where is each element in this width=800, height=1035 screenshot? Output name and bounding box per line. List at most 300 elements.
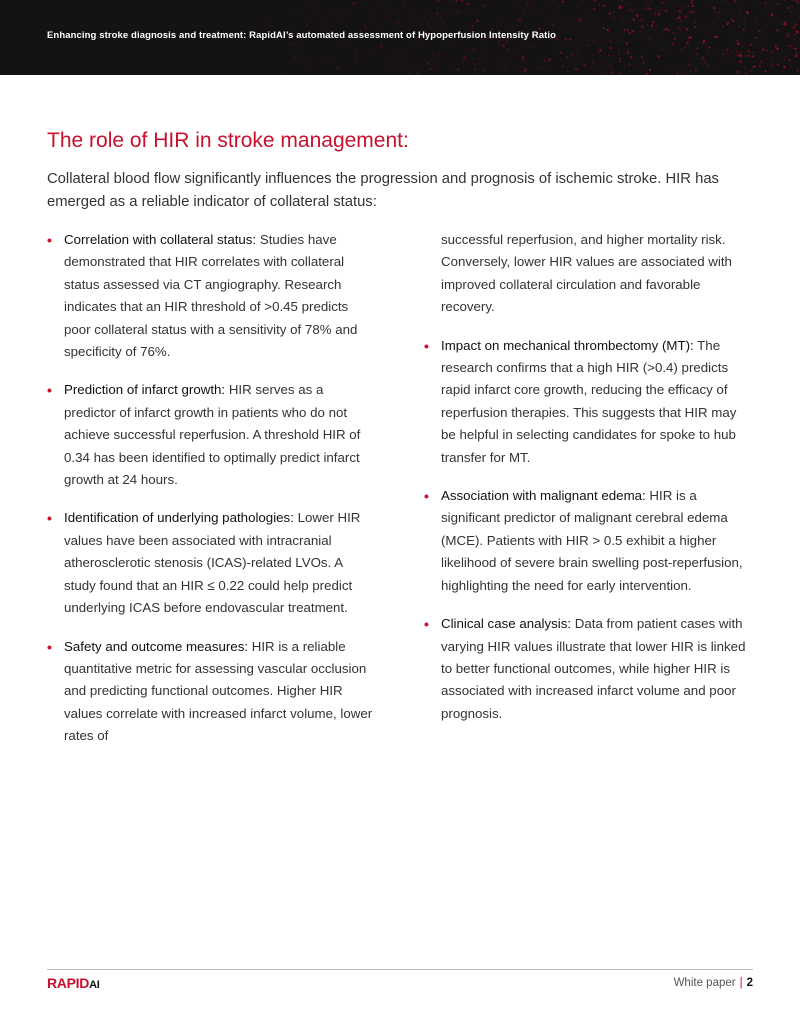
header-dot: [658, 13, 660, 15]
header-dot: [610, 64, 612, 66]
header-dot: [743, 17, 746, 20]
header-dot: [526, 43, 527, 44]
header-dot: [457, 68, 460, 71]
header-dot: [689, 71, 691, 73]
header-dot: [598, 51, 600, 53]
header-dot: [732, 20, 734, 22]
header-dot: [795, 55, 798, 58]
header-dot: [624, 21, 625, 22]
header-dot: [739, 54, 742, 57]
header-dot: [596, 26, 597, 27]
header-dot: [790, 66, 791, 67]
header-dot: [321, 25, 322, 26]
bullet-text: Studies have demonstrated that HIR correlates with collateral status assessed via CT angiography. Research indicates that an HIR threshold of >0.45 predicts poor collateral status with a sensitivity of 78% and specificity of 76%.: [64, 232, 358, 360]
header-dot: [730, 51, 731, 52]
header-dot: [669, 66, 670, 67]
header-dot: [599, 4, 600, 5]
header-dot: [618, 54, 620, 56]
header-dot: [707, 50, 708, 51]
header-dot: [396, 52, 398, 54]
header-dot: [649, 38, 651, 40]
header-dot: [748, 50, 750, 52]
header-dot: [601, 72, 604, 75]
bullet-title: Clinical case analysis:: [441, 616, 572, 632]
header-dot: [627, 50, 628, 51]
header-dot: [640, 70, 641, 71]
header-dot: [628, 9, 631, 12]
header-dot: [727, 54, 728, 55]
header-dot: [575, 68, 577, 70]
header-dot: [590, 67, 591, 68]
header-dot: [622, 18, 624, 20]
header-dot: [386, 16, 387, 17]
header-dot: [730, 19, 731, 20]
header-dot: [631, 56, 633, 58]
header-dot: [649, 69, 651, 71]
header-dot: [667, 0, 668, 1]
header-dot: [703, 40, 705, 42]
header-dot: [680, 20, 682, 22]
header-dot: [741, 45, 743, 47]
header-dot: [339, 15, 342, 18]
header-dot: [783, 66, 785, 68]
header-dot: [650, 1, 652, 3]
header-dot: [371, 18, 373, 20]
bullet-text: HIR is a reliable quantitative metric for assessing vascular occlusion and predicting functional outcomes. Higher HIR values correlate with increased infarct volume, lower rates of: [64, 638, 373, 744]
header-dot: [765, 70, 767, 72]
header-dot: [486, 52, 487, 53]
header-dot: [548, 68, 549, 69]
header-dot: [777, 3, 779, 5]
header-dot: [627, 29, 629, 31]
header-dot: [739, 61, 741, 63]
header-dot: [607, 29, 609, 31]
bullet-text: HIR serves as a predictor of infarct growth in patients who do not achieve successful reperfusion. A threshold HIR of 0.34 has been identified to optimally predict infarct growth at 24 hours.: [64, 382, 361, 488]
header-dot: [681, 48, 682, 49]
header-dot: [744, 67, 745, 68]
header-dot: [646, 73, 648, 75]
header-dot: [721, 9, 722, 10]
header-dot: [793, 47, 795, 49]
header-dot: [737, 43, 740, 46]
header-dot: [427, 62, 429, 64]
header-dot: [442, 12, 443, 13]
header-dot: [776, 48, 778, 50]
header-dot: [794, 24, 797, 27]
header-dot: [671, 28, 672, 29]
header-dot: [763, 45, 764, 46]
header-dot: [601, 43, 602, 44]
header-dot: [766, 1, 767, 2]
header-dot: [621, 7, 623, 9]
header-dot: [747, 45, 748, 46]
header-dot: [502, 59, 503, 60]
header-dot: [354, 50, 357, 53]
header-dot: [563, 26, 564, 27]
header-dot: [752, 55, 754, 57]
header-dot: [687, 37, 690, 40]
header-dot: [649, 45, 651, 47]
bullet-safety-outcome: [47, 636, 377, 748]
header-dot: [566, 56, 568, 58]
header-dot: [337, 67, 340, 70]
header-dot: [777, 63, 779, 65]
header-dot: [506, 70, 507, 71]
header-dot: [686, 28, 688, 30]
footer-page-info: [674, 977, 753, 989]
header-dot: [779, 0, 781, 1]
header-dot: [734, 0, 736, 2]
header-dot: [466, 2, 469, 5]
header-dot: [693, 11, 695, 13]
header-dot: [397, 59, 399, 61]
header-dot: [567, 18, 568, 19]
header-dot: [745, 58, 746, 59]
header-dot: [615, 32, 617, 34]
header-dot: [651, 25, 653, 27]
header-dot: [442, 21, 444, 23]
header-dot: [510, 56, 511, 57]
header-dot: [713, 22, 715, 24]
header-dot: [665, 28, 668, 31]
header-dot: [671, 69, 672, 70]
doc-type-label: White paper: [673, 977, 736, 989]
header-dot: [514, 7, 515, 8]
header-dot: [745, 73, 746, 74]
header-dot: [623, 30, 625, 32]
header-dot: [567, 28, 568, 29]
header-dot: [662, 33, 663, 34]
header-dot: [690, 11, 692, 13]
header-dot: [476, 20, 479, 23]
header-dot: [649, 8, 651, 10]
bullet-dot-icon: •: [47, 382, 52, 399]
header-dot: [567, 71, 569, 73]
header-dot: [465, 53, 466, 54]
header-dot: [759, 65, 761, 67]
header-dot: [603, 27, 605, 29]
header-dot: [416, 72, 418, 74]
bullet-dot-icon: •: [47, 232, 52, 248]
header-dot: [396, 10, 397, 11]
header-dot: [784, 0, 786, 1]
header-dot: [594, 17, 596, 19]
header-dot: [535, 74, 536, 75]
header-dot: [576, 6, 578, 8]
header-dot: [765, 25, 766, 26]
header-dot: [762, 48, 764, 50]
header-dot: [630, 71, 631, 72]
header-dot: [690, 58, 692, 60]
bullet-text: Data from patient cases with varying HIR values illustrate that lower HIR is linked to better functional outcomes, while higher HIR is associated with increased infarct volume and poor prognosis.: [441, 616, 746, 721]
header-dot: [620, 39, 621, 40]
header-dot: [551, 23, 554, 26]
header-dot: [450, 2, 452, 4]
footer-divider: [47, 969, 753, 970]
header-dot: [310, 18, 311, 19]
header-dot: [388, 57, 390, 59]
bullet-clinical-case: [424, 613, 754, 725]
header-dot: [640, 19, 642, 21]
header-dot: [527, 2, 529, 4]
header-dot: [722, 53, 724, 55]
header-dot: [766, 50, 768, 52]
header-dot: [385, 12, 386, 13]
header-dot: [355, 58, 358, 61]
header-dot: [474, 69, 476, 71]
header-dot: [739, 9, 741, 11]
header-dot: [593, 9, 595, 11]
header-dot: [452, 64, 454, 66]
header-dot: [554, 14, 555, 15]
header-dot: [364, 26, 366, 28]
header-dot: [713, 53, 715, 55]
header-dot: [628, 32, 631, 35]
header-dot: [665, 52, 667, 54]
header-dot: [793, 0, 794, 1]
header-dot: [524, 70, 526, 72]
header-dot: [618, 7, 620, 9]
header-dot: [561, 0, 564, 3]
header-dot: [463, 59, 465, 61]
header-dot: [609, 40, 612, 43]
header-dot: [605, 37, 606, 38]
header-dot: [330, 25, 332, 27]
header-dot: [627, 51, 629, 53]
header-dot: [518, 53, 519, 54]
header-dot: [631, 58, 632, 59]
header-dot: [670, 49, 671, 50]
header-dot: [786, 35, 788, 37]
header-dot: [664, 9, 665, 10]
header-dot: [584, 64, 586, 66]
header-dot: [431, 58, 434, 61]
header-dot: [545, 3, 547, 5]
header-dot: [569, 38, 571, 40]
header-dot: [408, 15, 410, 17]
header-dot: [422, 24, 423, 25]
header-dot: [772, 64, 774, 66]
header-dot: [403, 4, 406, 7]
page-number: 2: [746, 977, 753, 989]
header-dot: [663, 30, 665, 32]
bullet-title: Correlation with collateral status:: [64, 232, 257, 247]
header-dot: [745, 55, 747, 57]
header-dot: [288, 42, 290, 44]
header-dot: [472, 49, 473, 50]
header-dot: [536, 15, 537, 16]
bullet-malignant-edema: [424, 485, 754, 597]
header-dot: [399, 25, 400, 26]
header-dot: [668, 29, 670, 31]
header-dot: [684, 46, 687, 49]
header-dot: [565, 38, 567, 40]
header-dot: [753, 2, 754, 3]
header-dot: [618, 72, 621, 75]
header-dot: [431, 68, 433, 70]
header-dot: [767, 42, 768, 43]
header-dot: [613, 11, 615, 13]
header-dot: [691, 2, 693, 4]
header-dot: [626, 3, 628, 5]
header-dot: [718, 12, 720, 14]
header-dot: [645, 1, 646, 2]
header-dot: [516, 65, 518, 67]
header-dot: [571, 54, 573, 56]
header-dot: [380, 4, 382, 6]
header-dot: [619, 58, 621, 60]
header-dot: [553, 2, 554, 3]
header-dot: [502, 23, 503, 24]
header-dot: [753, 65, 755, 67]
header-dot: [469, 0, 470, 1]
header-dot: [396, 21, 398, 23]
header-dot: [471, 25, 474, 28]
header-dot: [678, 27, 680, 29]
header-dot: [426, 13, 428, 15]
header-dot: [588, 16, 590, 18]
header-dot: [647, 6, 649, 8]
header-dot: [449, 65, 450, 66]
header-dot: [736, 40, 739, 43]
header-dot: [599, 68, 600, 69]
header-dot: [652, 21, 654, 23]
header-dot: [544, 60, 546, 62]
header-dot: [679, 28, 682, 31]
header-dot: [380, 46, 382, 48]
header-dot: [458, 12, 461, 15]
header-dot: [783, 58, 785, 60]
header-dot: [445, 15, 447, 17]
bullet-title: Association with malignant edema:: [441, 488, 646, 504]
rapidai-logo: [47, 975, 99, 991]
header-dot: [436, 12, 438, 14]
header-dot: [662, 2, 664, 4]
header-dot: [518, 17, 520, 19]
header-dot: [725, 1, 727, 3]
header-dot: [559, 28, 561, 30]
header-dot: [731, 18, 732, 19]
header-dot: [791, 5, 793, 7]
header-dot: [599, 49, 602, 52]
header-dot: [295, 14, 296, 15]
header-dot: [633, 67, 636, 70]
header-dot: [698, 28, 699, 29]
header-dot: [682, 7, 683, 8]
header-dot: [659, 9, 661, 11]
header-dot: [708, 47, 710, 49]
header-dot: [651, 42, 652, 43]
header-dot: [657, 42, 658, 43]
header-dot: [475, 72, 476, 73]
header-dot: [407, 71, 410, 74]
header-dot: [771, 60, 772, 61]
header-dot: [685, 6, 687, 8]
header-dot: [476, 48, 477, 49]
header-dot: [633, 18, 636, 21]
header-dot: [427, 22, 429, 24]
header-dot: [532, 46, 534, 48]
header-dot: [791, 21, 792, 22]
header-dot: [519, 19, 522, 22]
header-dot: [709, 55, 710, 56]
header-dot: [787, 52, 788, 53]
header-dot: [676, 6, 678, 8]
logo-rapid: RAPID: [47, 975, 90, 991]
header-dot: [695, 69, 696, 70]
header-dot: [608, 55, 610, 57]
bullet-dot-icon: •: [424, 616, 429, 633]
header-dot: [796, 0, 797, 1]
header-dot: [686, 42, 689, 45]
header-dot: [470, 12, 472, 14]
header-dot: [520, 71, 521, 72]
header-dot: [792, 13, 793, 14]
header-dot: [639, 31, 640, 32]
header-dot: [788, 45, 790, 47]
header-dot: [788, 59, 791, 62]
header-dot: [474, 48, 475, 49]
header-dot: [761, 30, 762, 31]
header-dot: [507, 48, 509, 50]
header-dot: [708, 32, 709, 33]
header-dot: [576, 60, 577, 61]
header-dot: [676, 73, 679, 75]
header-dot: [593, 40, 594, 41]
header-dot: [715, 69, 716, 70]
header-dot: [734, 10, 735, 11]
header-dot: [628, 63, 631, 66]
header-dot: [790, 64, 791, 65]
header-dot: [456, 10, 458, 12]
header-dot: [626, 42, 629, 45]
header-dot: [474, 63, 476, 65]
header-dot: [776, 29, 778, 31]
header-dot: [786, 24, 788, 26]
header-dot: [580, 18, 582, 20]
header-dot: [779, 23, 781, 25]
header-dot: [672, 43, 674, 45]
header-dot: [685, 15, 688, 18]
header-dot: [502, 18, 504, 20]
header-dot: [455, 0, 457, 2]
header-dot: [310, 65, 312, 67]
header-dot: [336, 41, 338, 43]
header-dot: [793, 26, 795, 28]
header-dot: [647, 24, 648, 25]
header-dot: [737, 71, 740, 74]
header-dot: [675, 18, 677, 20]
header-dot: [738, 52, 740, 54]
header-dot: [704, 61, 707, 64]
header-dot: [674, 38, 676, 40]
header-dot: [787, 63, 788, 64]
header-dot: [593, 0, 595, 2]
header-dot: [461, 0, 464, 1]
header-dot: [618, 48, 620, 50]
header-dot: [688, 5, 690, 7]
header-dot: [586, 44, 588, 46]
header-dot: [795, 48, 797, 50]
header-dot: [632, 18, 633, 19]
header-dot: [440, 18, 442, 20]
header-dot: [364, 0, 365, 1]
header-dot: [484, 4, 486, 6]
header-dot: [774, 1, 776, 3]
header-dot: [705, 40, 706, 41]
header-dot: [602, 62, 604, 64]
header-dot: [320, 22, 322, 24]
